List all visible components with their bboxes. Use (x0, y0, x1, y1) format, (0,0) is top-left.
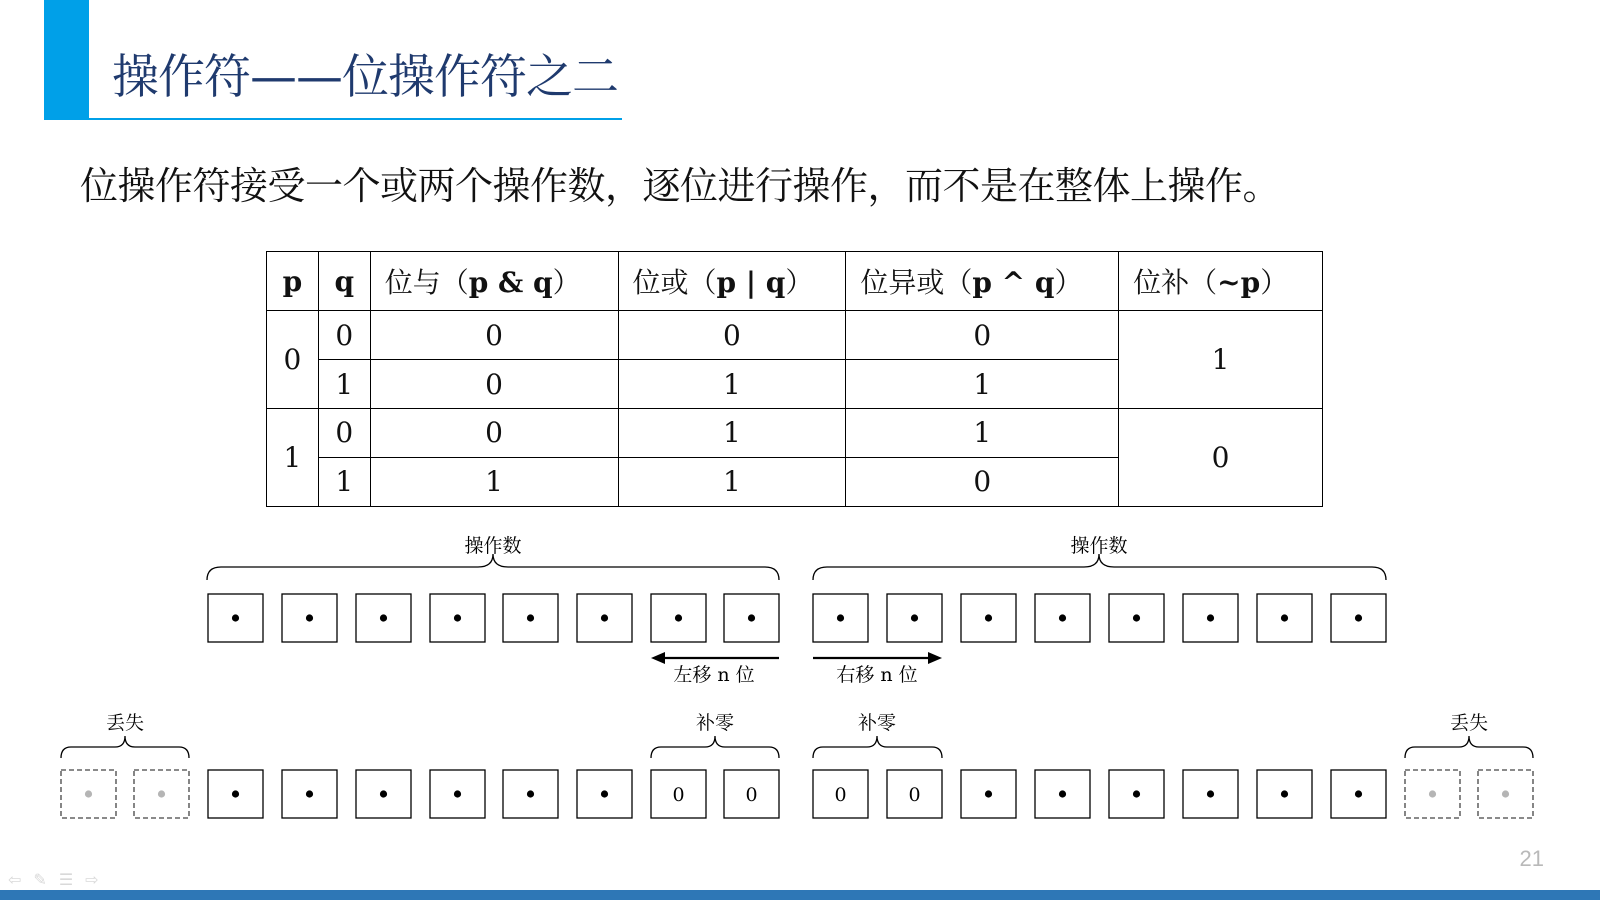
bit-cell (1331, 770, 1386, 818)
bit-cell (282, 594, 337, 642)
bit-cell (1257, 770, 1312, 818)
cell-and: 0 (370, 311, 618, 360)
cell-p: 0 (267, 311, 319, 409)
bit-cell (961, 770, 1016, 818)
cell-q: 1 (318, 360, 370, 409)
slideshow-nav (8, 870, 99, 889)
bit-cell (282, 770, 337, 818)
cell-not: 1 (1119, 311, 1323, 409)
zero-fill-label-left: 补零 (695, 712, 735, 734)
zero-bit-value: 0 (672, 784, 685, 806)
zero-bit-cell (813, 770, 868, 818)
bit-cell (813, 594, 868, 642)
zero-bit-value: 0 (908, 784, 921, 806)
bit-cell (1331, 594, 1386, 642)
zero-bit-cell (887, 770, 942, 818)
lost-bit-cell (61, 770, 116, 818)
bit-cell (1109, 594, 1164, 642)
operand-label-left: 操作数 (464, 535, 522, 557)
header-q: q (318, 252, 370, 311)
left-shift-arrow (651, 652, 779, 664)
operand-brace-right (813, 554, 1386, 580)
bit-cell (1183, 770, 1238, 818)
bit-cell (1035, 770, 1090, 818)
bit-cell (1109, 770, 1164, 818)
bit-cell (503, 770, 558, 818)
bit-cell (724, 594, 779, 642)
footer-band (0, 890, 1600, 900)
bit-cell (430, 594, 485, 642)
cell-xor: 1 (846, 409, 1119, 458)
cell-or: 1 (618, 360, 846, 409)
pen-icon[interactable]: ✎ (33, 870, 47, 889)
operand-bit-row (208, 594, 1386, 642)
lost-bit-cell (134, 770, 189, 818)
bit-cell (651, 594, 706, 642)
bit-cell (961, 594, 1016, 642)
header-xor: 位异或（p ^ q） (846, 252, 1119, 311)
header-not: 位补（~p） (1119, 252, 1323, 311)
zero-bit-cell (651, 770, 706, 818)
cell-or: 1 (618, 457, 846, 506)
bit-cell (577, 594, 632, 642)
bit-cell (356, 770, 411, 818)
bit-cell (430, 770, 485, 818)
bit-cell (208, 770, 263, 818)
lost-brace-right (1405, 736, 1533, 758)
bit-cell (1035, 594, 1090, 642)
bit-cell (356, 594, 411, 642)
lost-brace-left (61, 736, 189, 758)
zero-bit-value: 0 (745, 784, 758, 806)
cell-p: 1 (267, 409, 319, 507)
header-p: p (267, 252, 319, 311)
cell-and: 0 (370, 360, 618, 409)
bit-cell (887, 594, 942, 642)
page-number: 21 (1519, 846, 1544, 871)
cell-xor: 0 (846, 311, 1119, 360)
cell-or: 1 (618, 409, 846, 458)
header-or: 位或（p | q） (618, 252, 846, 311)
bit-cell (1257, 594, 1312, 642)
zero-fill-brace-left (651, 736, 779, 758)
lost-label-right: 丢失 (1449, 712, 1489, 734)
left-shift-label: 左移 n 位 (673, 664, 755, 686)
bit-cell (503, 594, 558, 642)
zero-fill-brace-right (813, 736, 942, 758)
cell-not: 0 (1119, 409, 1323, 507)
previous-slide-icon[interactable]: ⇦ (8, 870, 22, 889)
slide-subtitle: 位操作符接受一个或两个操作数，逐位进行操作，而不是在整体上操作。 (80, 164, 1281, 208)
cell-q: 1 (318, 457, 370, 506)
cell-q: 0 (318, 409, 370, 458)
bit-cell (577, 770, 632, 818)
zero-bit-cell (724, 770, 779, 818)
lost-bit-cell (1405, 770, 1460, 818)
shifted-bit-row (61, 770, 1533, 818)
header-and: 位与（p & q） (370, 252, 618, 311)
operand-brace-left (207, 554, 779, 580)
bit-cell (208, 594, 263, 642)
menu-icon[interactable]: ☰ (58, 870, 74, 889)
bit-cell (1183, 594, 1238, 642)
zero-fill-label-right: 补零 (857, 712, 897, 734)
zero-bit-value: 0 (834, 784, 847, 806)
next-slide-icon[interactable]: ⇨ (85, 870, 99, 889)
lost-label-left: 丢失 (105, 712, 145, 734)
operand-label-right: 操作数 (1070, 535, 1128, 557)
cell-and: 0 (370, 409, 618, 458)
cell-xor: 1 (846, 360, 1119, 409)
right-shift-arrow (813, 652, 942, 664)
cell-q: 0 (318, 311, 370, 360)
cell-xor: 0 (846, 457, 1119, 506)
lost-bit-cell (1478, 770, 1533, 818)
cell-and: 1 (370, 457, 618, 506)
slide-title: 操作符——位操作符之二 (112, 50, 618, 105)
right-shift-label: 右移 n 位 (836, 664, 918, 686)
cell-or: 0 (618, 311, 846, 360)
